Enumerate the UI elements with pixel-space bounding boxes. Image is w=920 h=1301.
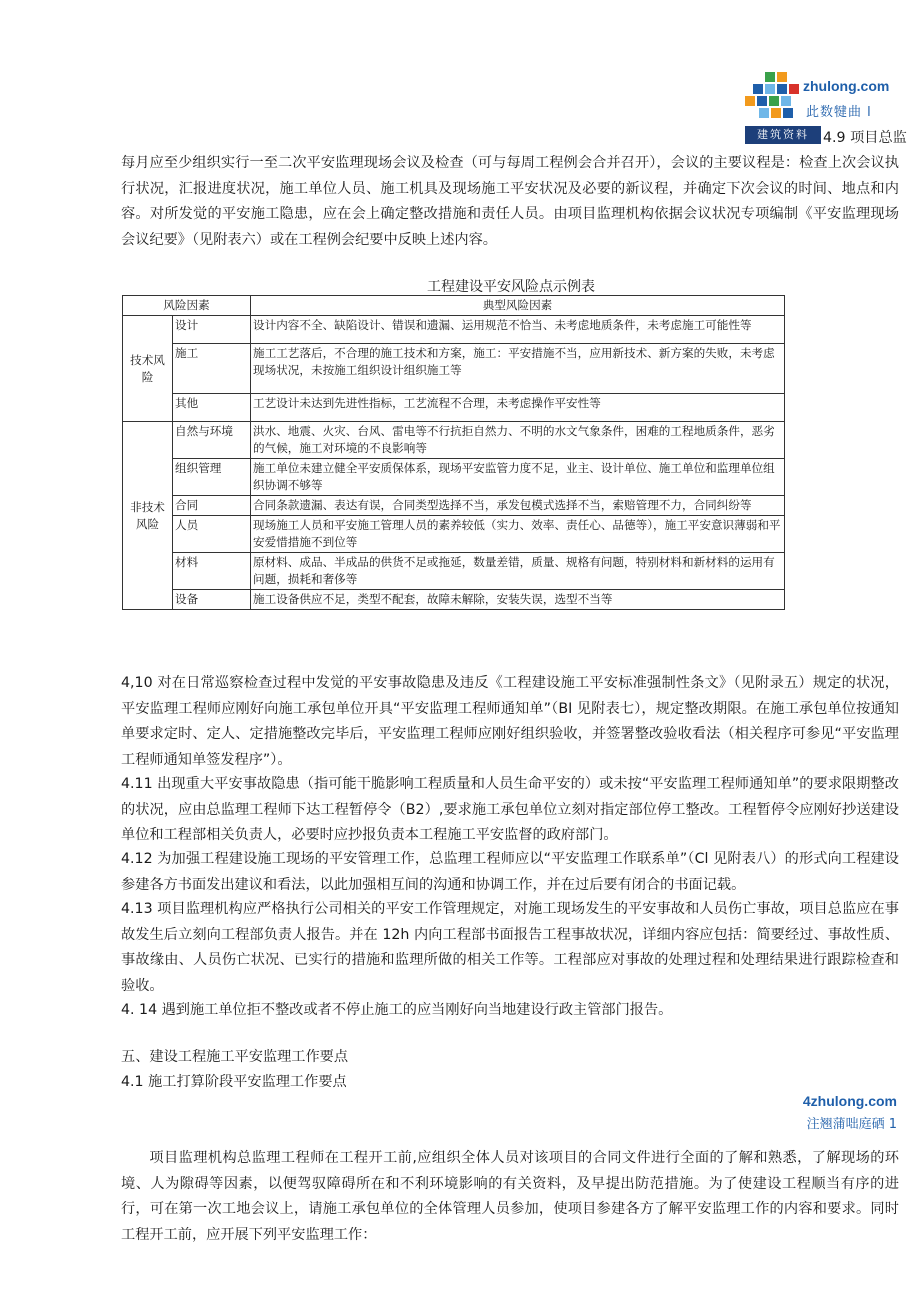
footer-site-name: 4zhulong.com: [802, 1093, 897, 1109]
para-49-body: 每月应至少组织实行一至二次平安监理现场会议及检查（可与每周工程例会合并召开），会议的主要议程是：检查上次会议执行状况，汇报进度状况，施工单位人员、施工机具及现场施工平安状况及必要的新议程，并确定下次会议的时间、地点和内容。对所发觉的平安施工隐患，应在会上确定整改措施和责任人员。由项目监理机构依据会议状况专项编制《平安监理现场会议纪要》（见附表六）或在工程例会纪要中反映上述内容。: [121, 155, 899, 248]
para-410: 4,10 对在日常巡察检查过程中发觉的平安事故隐患及违反《工程建设施工平安标准强制性条文》（见附录五）规定的状况，平安监理工程师应刚好向施工承包单位开具“平安监理工程师通知单”（BI 见附表七），规定整改期限。在施工承包单位按通知单要求定时、定人、定措施整改完毕后，平安监理工程师应刚好组织验收，并签署整改验收看法（相关程序可参见“平安监理工程师通知单签发程序”）。: [121, 675, 899, 768]
table-row: [123, 590, 785, 610]
zhulong-logo-graphic: [745, 72, 807, 124]
header-badge: 建筑资料: [745, 126, 821, 144]
table-row: [123, 316, 785, 344]
desc-cell: 原材料、成品、半成品的供货不足或拖延，数量差错，质量、规格有问题，特别材料和新材料的运用有问题，损耗和奢侈等: [251, 553, 785, 590]
factor-cell: 组织管理: [173, 459, 251, 496]
risk-table-title: 工程建设平安风险点示例表: [427, 279, 595, 295]
desc-cell: 合同条款遗漏、表达有误，合同类型选择不当，承发包模式选择不当，索赔管理不力，合同纠纷等: [251, 496, 785, 516]
para-411: 4.11 出现重大平安事故隐患（指可能干脆影响工程质量和人员生命平安的）或未按“平安监理工程师通知单”的要求限期整改的状况，应由总监理工程师下达工程暂停令（B2）,要求施工承包单位立刻对指定部位停工整改。工程暂停令应刚好抄送建设单位和工程部相关负责人，必要时应抄报负责本工程施工平安监督的政府部门。: [121, 776, 899, 843]
desc-cell: 施工设备供应不足，类型不配套，故障未解除，安装失误，选型不当等: [251, 590, 785, 610]
factor-cell: 设计: [173, 316, 251, 344]
desc-cell: 工艺设计未达到先进性指标，工艺流程不合理，未考虑操作平安性等: [251, 394, 785, 422]
table-row: [123, 496, 785, 516]
desc-cell: 施工单位未建立健全平安质保体系，现场平安监管力度不足，业主、设计单位、施工单位和监理单位组织协调不够等: [251, 459, 785, 496]
para-413: 4.13 项目监理机构应严格执行公司相关的平安工作管理规定，对施工现场发生的平安事故和人员伤亡事故，项目总监应在事故发生后立刻向工程部负责人报告。并在 12h 内向工程部书面报告工程事故状况，详细内容应包括：简要经过、事故性质、事故缘由、人员伤亡状况、已实行的措施和监理所做的相关工作等。工程部应对事故的处理过程和处理结果进行跟踪检查和验收。: [121, 901, 899, 994]
header-tagline: 此数犍曲 l: [806, 105, 872, 120]
table-row: [123, 343, 785, 394]
header-typical-factor: 典型风险因素: [251, 296, 785, 316]
factor-cell: 设备: [173, 590, 251, 610]
header-site-name: zhulong.com: [803, 78, 890, 94]
para-412: 4.12 为加强工程建设施工现场的平安管理工作，总监理工程师应以“平安监理工作联系单”（Cl 见附表八）的形式向工程建设参建各方书面发出建议和看法，以此加强相互间的沟通和协调工作，并在过后要有闭合的书面记载。: [121, 851, 899, 893]
header-risk-factor: 风险因素: [123, 296, 251, 316]
factor-cell: 其他: [173, 394, 251, 422]
table-row: [123, 394, 785, 422]
final-paragraph: 项目监理机构总监理工程师在工程开工前,应组织全体人员对该项目的合同文件进行全面的了解和熟悉，了解现场的环境、人为隙碍等因素，以便驾驭障碍所在和不利环境影响的有关资料，及早提出防范措施。为了使建设工程顺当有序的进行，可在第一次工地会议上，请施工承包单位的全体管理人员参加，使项目参建各方了解平安监理工作的内容和要求。同时工程开工前，应开展下列平安监理工作：: [121, 1150, 899, 1243]
table-row: [123, 459, 785, 496]
factor-cell: 人员: [173, 516, 251, 553]
factor-cell: 施工: [173, 343, 251, 394]
category-tech: 技术风险: [123, 316, 173, 422]
section-5-heading: 五、建设工程施工平安监理工作要点: [121, 1049, 349, 1065]
risk-table: [122, 295, 785, 610]
para-414: 4. 14 遇到施工单位拒不整改或者不停止施工的应当刚好向当地建设行政主管部门报告。: [121, 1002, 673, 1018]
desc-cell: 洪水、地震、火灾、台风、雷电等不行抗拒自然力、不明的水文气象条件，困难的工程地质条件，恶劣的气候，施工对环境的不良影响等: [251, 422, 785, 459]
table-row: [123, 553, 785, 590]
desc-cell: 现场施工人员和平安施工管理人员的素养较低（实力、效率、责任心、品德等），施工平安意识薄弱和平安爱惜措施不到位等: [251, 516, 785, 553]
factor-cell: 合同: [173, 496, 251, 516]
desc-cell: 施工工艺落后，不合理的施工技术和方案，施工：平安措施不当，应用新技术、新方案的失败，未考虑现场状况，未按施工组织设计组织施工等: [251, 343, 785, 394]
section-5-subheading: 4.1 施工打算阶段平安监理工作要点: [121, 1074, 347, 1090]
table-row: [123, 422, 785, 459]
footer-tagline: 注翘蒲咄庭硒 1: [806, 1117, 897, 1132]
table-row: [123, 516, 785, 553]
factor-cell: 材料: [173, 553, 251, 590]
category-non-tech: 非技术风险: [123, 422, 173, 610]
para-49-label: 4.9 项目总监: [823, 130, 907, 146]
desc-cell: 设计内容不全、缺陷设计、错误和遗漏、运用规范不恰当、未考虑地质条件，未考虑施工可能性等: [251, 316, 785, 344]
factor-cell: 自然与环境: [173, 422, 251, 459]
risk-table-header: [123, 296, 785, 316]
